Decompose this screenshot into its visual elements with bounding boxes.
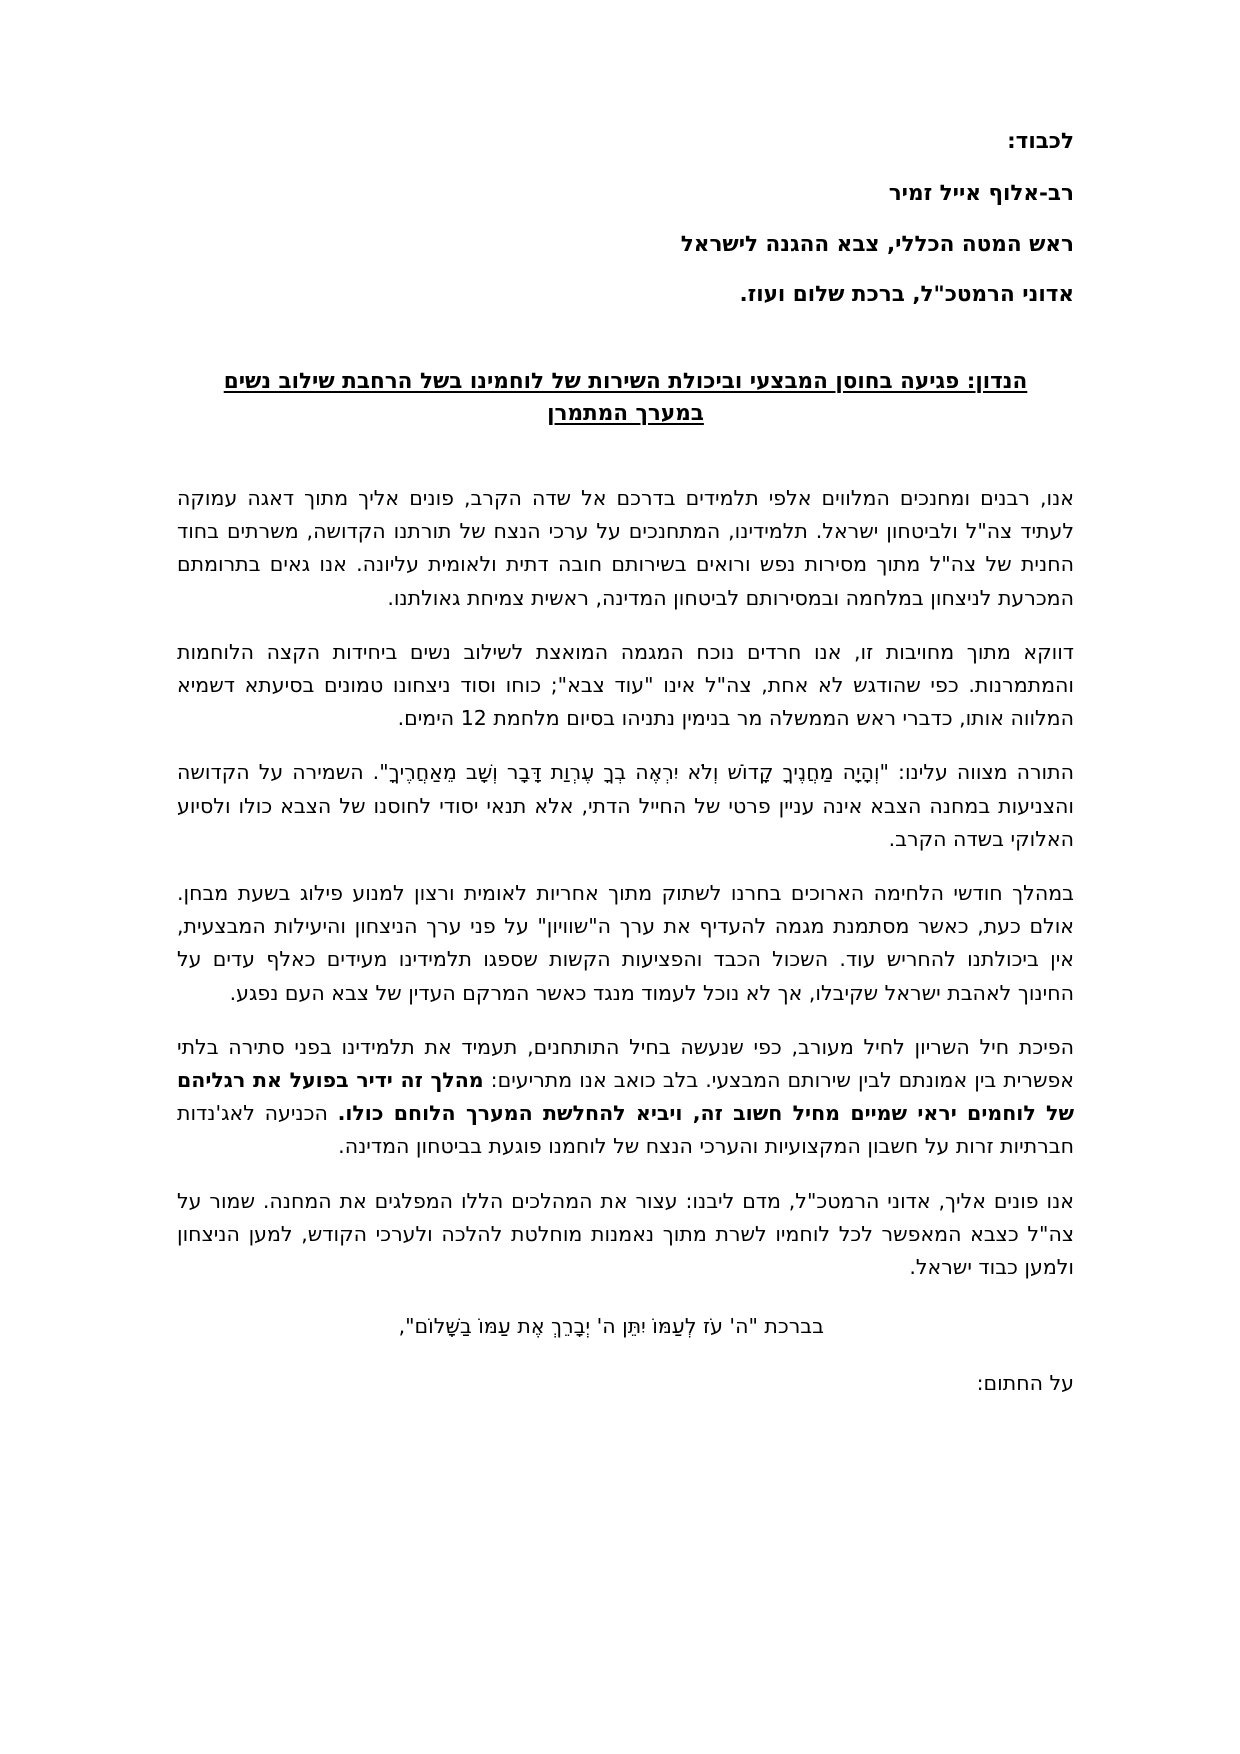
paragraph-5-segment-1: הפיכת חיל השריון לחיל מעורב, כפי שנעשה בחיל התותחנים, תעמיד את תלמידינו בפני סתירה בלתי אפשרית בין אמונתם לבין שירותם המבצעי. בלב כואב אנו מתריעים: — [177, 1034, 1074, 1093]
addressee-block — [177, 128, 1074, 310]
closing-blessing: בברכת "ה' עֹז לְעַמּוֹ יִתֵּן ה' יְבָרֵךְ אֶת עַמּוֹ בַשָּׁלוֹם", — [398, 1314, 824, 1339]
addressee-title: ראש המטה הכללי, צבא ההגנה לישראל — [680, 231, 1074, 257]
closing-block — [177, 1310, 1074, 1400]
body-paragraph-6: אנו פונים אליך, אדוני הרמטכ"ל, מדם ליבנו: עצור את המהלכים הללו המפלגים את המחנה. שמור על צה"ל כצבא המאפשר לכל לוחמיו לשרת מתוך נאמנות מוחלטת להלכה ולערכי הקודש, למען הניצחון ולמען כבוד ישראל. — [177, 1188, 1074, 1280]
body-paragraph-1: אנו, רבנים ומחנכים המלווים אלפי תלמידים בדרכם אל שדה הקרב, פונים אליך מתוך דאגה עמוקה לעתיד צה"ל ולביטחון ישראל. תלמידינו, המתחנכים על ערכי הנצח של תורתנו הקדושה, משרתים בחוד החנית של צה"ל מתוך מסירות נפש ורואים בשירותם חובה דתית ולאומית עליונה. אנו גאים בתרומתם המכרעת לניצחון במלחמה ובמסירותם לביטחון המדינה, ראשית צמיחת גאולתנו. — [177, 486, 1074, 610]
subject-line-2: במערך המתמרן — [547, 400, 704, 426]
addressee-name: רב-אלוף אייל זמיר — [888, 181, 1074, 207]
subject-line-1: הנדון: פגיעה בחוסן המבצעי וביכולת השירות של לוחמינו בשל הרחבת שילוב נשים — [223, 368, 1028, 394]
paragraph-5-segment-2: הכניעה לאג'נדות חברתיות זרות על חשבון המקצועיות והערכי הנצח של לוחמנו פוגעת בביטחון המדינה. — [177, 1101, 1074, 1159]
salutation-line: לכבוד: — [1007, 129, 1074, 154]
body-paragraph-4: במהלך חודשי הלחימה הארוכים בחרנו לשתוק מתוך אחריות לאומית ורצון למנוע פילוג בשעת מבחן. אולם כעת, כאשר מסתמנת מגמה להעדיף את ערך ה"שוויון" על פני ערך הניצחון והיעילות המבצעית, אין ביכולתנו להחריש עוד. השכול הכבד והפציעות הקשות שספגו תלמידינו מעידים כאלף עדים על החינוך לאהבת ישראל שקיבלו, אך לא נוכל לעמוד מנגד כאשר המרקם העדין של צבא העם נפגע. — [177, 881, 1074, 1005]
body-paragraph-2: דווקא מתוך מחויבות זו, אנו חרדים נוכח המגמה המואצת לשילוב נשים ביחידות הקצה הלוחמות והמתמרנות. כפי שהודגש לא אחת, צה"ל אינו "עוד צבא"; כוחו וסוד ניצחונו טמונים בסיעתא דשמיא המלווה אותו, כדברי ראש הממשלה מר בנימין נתניהו בסיום מלחמת 12 הימים. — [177, 639, 1074, 731]
paragraph-5-emphasis: מהלך זה ידיר בפועל את רגליהם של לוחמים יראי שמיים מחיל חשוב זה, ויביא להחלשת המערך הלוחם כולו. — [177, 1068, 1074, 1126]
signature-label: על החתום: — [976, 1371, 1074, 1396]
body-block — [177, 482, 1074, 1284]
greeting-line: אדוני הרמטכ"ל, ברכת שלום ועוז. — [739, 282, 1074, 308]
body-paragraph-5 — [177, 1031, 1074, 1164]
body-paragraph-3: התורה מצווה עלינו: "וְהָיָה מַחֲנֶיךָ קָדוֹשׁ וְלֹא יִרְאֶה בְךָ עֶרְוַת דָּבָר וְשָׁב מֵאַחֲרֶיךָ". השמירה על הקדושה והצניעות במחנה הצבא אינה עניין פרטי של החייל הדתי, אלא תנאי יסודי לחוסנו של הצבא כולו ולסיוע האלוקי בשדה הקרב. — [177, 760, 1074, 851]
subject-block — [177, 366, 1074, 431]
